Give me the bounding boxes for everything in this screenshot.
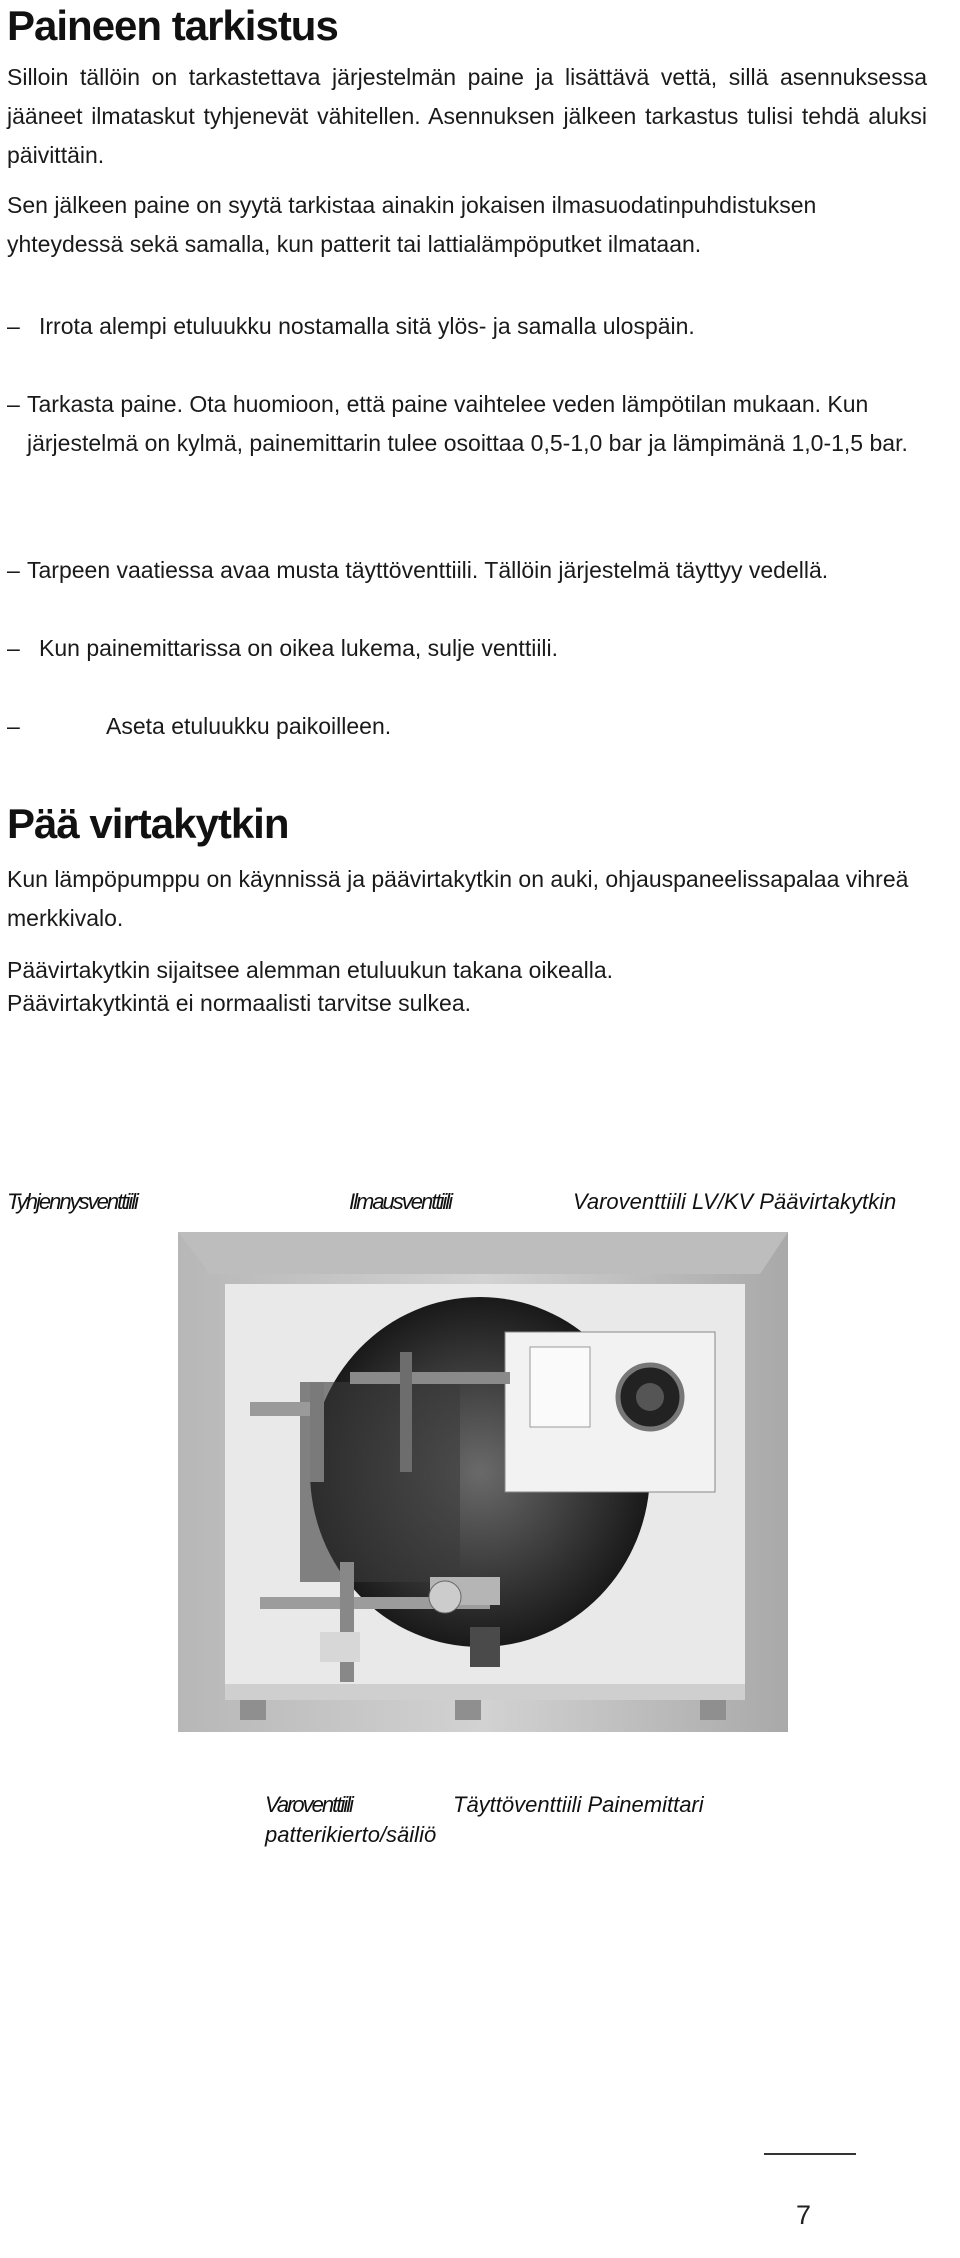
main-switch-paragraph: Kun lämpöpumppu on käynnissä ja päävirtakytkin on auki, ohjauspaneelissapalaa vihreä merkkivalo. bbox=[7, 866, 909, 931]
caption-safety-valve-bottom: Varoventtiili bbox=[265, 1792, 352, 1817]
dash-marker: – bbox=[7, 391, 20, 417]
instruction-step bbox=[7, 551, 947, 590]
section-title-pressure-check: Paineen tarkistus bbox=[7, 2, 338, 49]
instruction-step bbox=[7, 629, 947, 668]
instruction-step bbox=[7, 707, 947, 746]
heat-pump-photo bbox=[170, 1232, 795, 1780]
instruction-step-text: Irrota alempi etuluukku nostamalla sitä ylös- ja samalla ulospäin. bbox=[39, 313, 695, 339]
dash-marker: – bbox=[7, 713, 20, 739]
caption-air-vent-valve: Ilmausventtiili bbox=[349, 1189, 452, 1214]
pressure-followup-paragraph: Sen jälkeen paine on syytä tarkistaa ainakin jokaisen ilmasuodatinpuhdistuksen yhteydessä sekä samalla, kun patterit tai lattialämpöputket ilmataan. bbox=[7, 192, 817, 257]
dash-marker: – bbox=[7, 313, 20, 339]
caption-drain-valve: Tyhjennysventtiili bbox=[7, 1189, 137, 1214]
caption-fill-valve-pressure-gauge: Täyttöventtiili Painemittari bbox=[453, 1792, 704, 1817]
instruction-step-text: Tarkasta paine. Ota huomioon, että paine vaihtelee veden lämpötilan mukaan. Kun järjestelmä on kylmä, painemittarin tulee osoittaa 0,5-1,0 bar ja lämpimänä 1,0-1,5 bar. bbox=[27, 391, 908, 456]
caption-radiator-circuit-tank: patterikierto/säiliö bbox=[265, 1822, 437, 1847]
pressure-intro-paragraph: Silloin tällöin on tarkastettava järjestelmän paine ja lisättävä vettä, sillä asennuksessa jääneet ilmataskut tyhjenevät vähitellen. Asennuksen jälkeen tarkastus tulisi tehdä aluksi päivittäin. bbox=[7, 64, 927, 168]
instruction-step-text: Aseta etuluukku paikoilleen. bbox=[106, 713, 392, 739]
main-switch-location: Päävirtakytkin sijaitsee alemman etuluukun takana oikealla. bbox=[7, 957, 613, 983]
instruction-step-text: Tarpeen vaatiessa avaa musta täyttöventtiili. Tällöin järjestelmä täyttyy vedellä. bbox=[27, 557, 829, 583]
section-title-main-switch: Pää virtakytkin bbox=[7, 800, 289, 847]
dash-marker: – bbox=[7, 635, 20, 661]
page-number-rule bbox=[764, 2153, 856, 2155]
page-number: 7 bbox=[796, 2200, 812, 2230]
instruction-step-text: Kun painemittarissa on oikea lukema, sulje venttiili. bbox=[39, 635, 559, 661]
instruction-step bbox=[7, 307, 947, 346]
dash-marker: – bbox=[7, 557, 20, 583]
instruction-step bbox=[7, 385, 937, 463]
main-switch-note: Päävirtakytkintä ei normaalisti tarvitse sulkea. bbox=[7, 990, 472, 1016]
caption-safety-valve-main-switch: Varoventtiili LV/KV Päävirtakytkin bbox=[573, 1189, 897, 1214]
